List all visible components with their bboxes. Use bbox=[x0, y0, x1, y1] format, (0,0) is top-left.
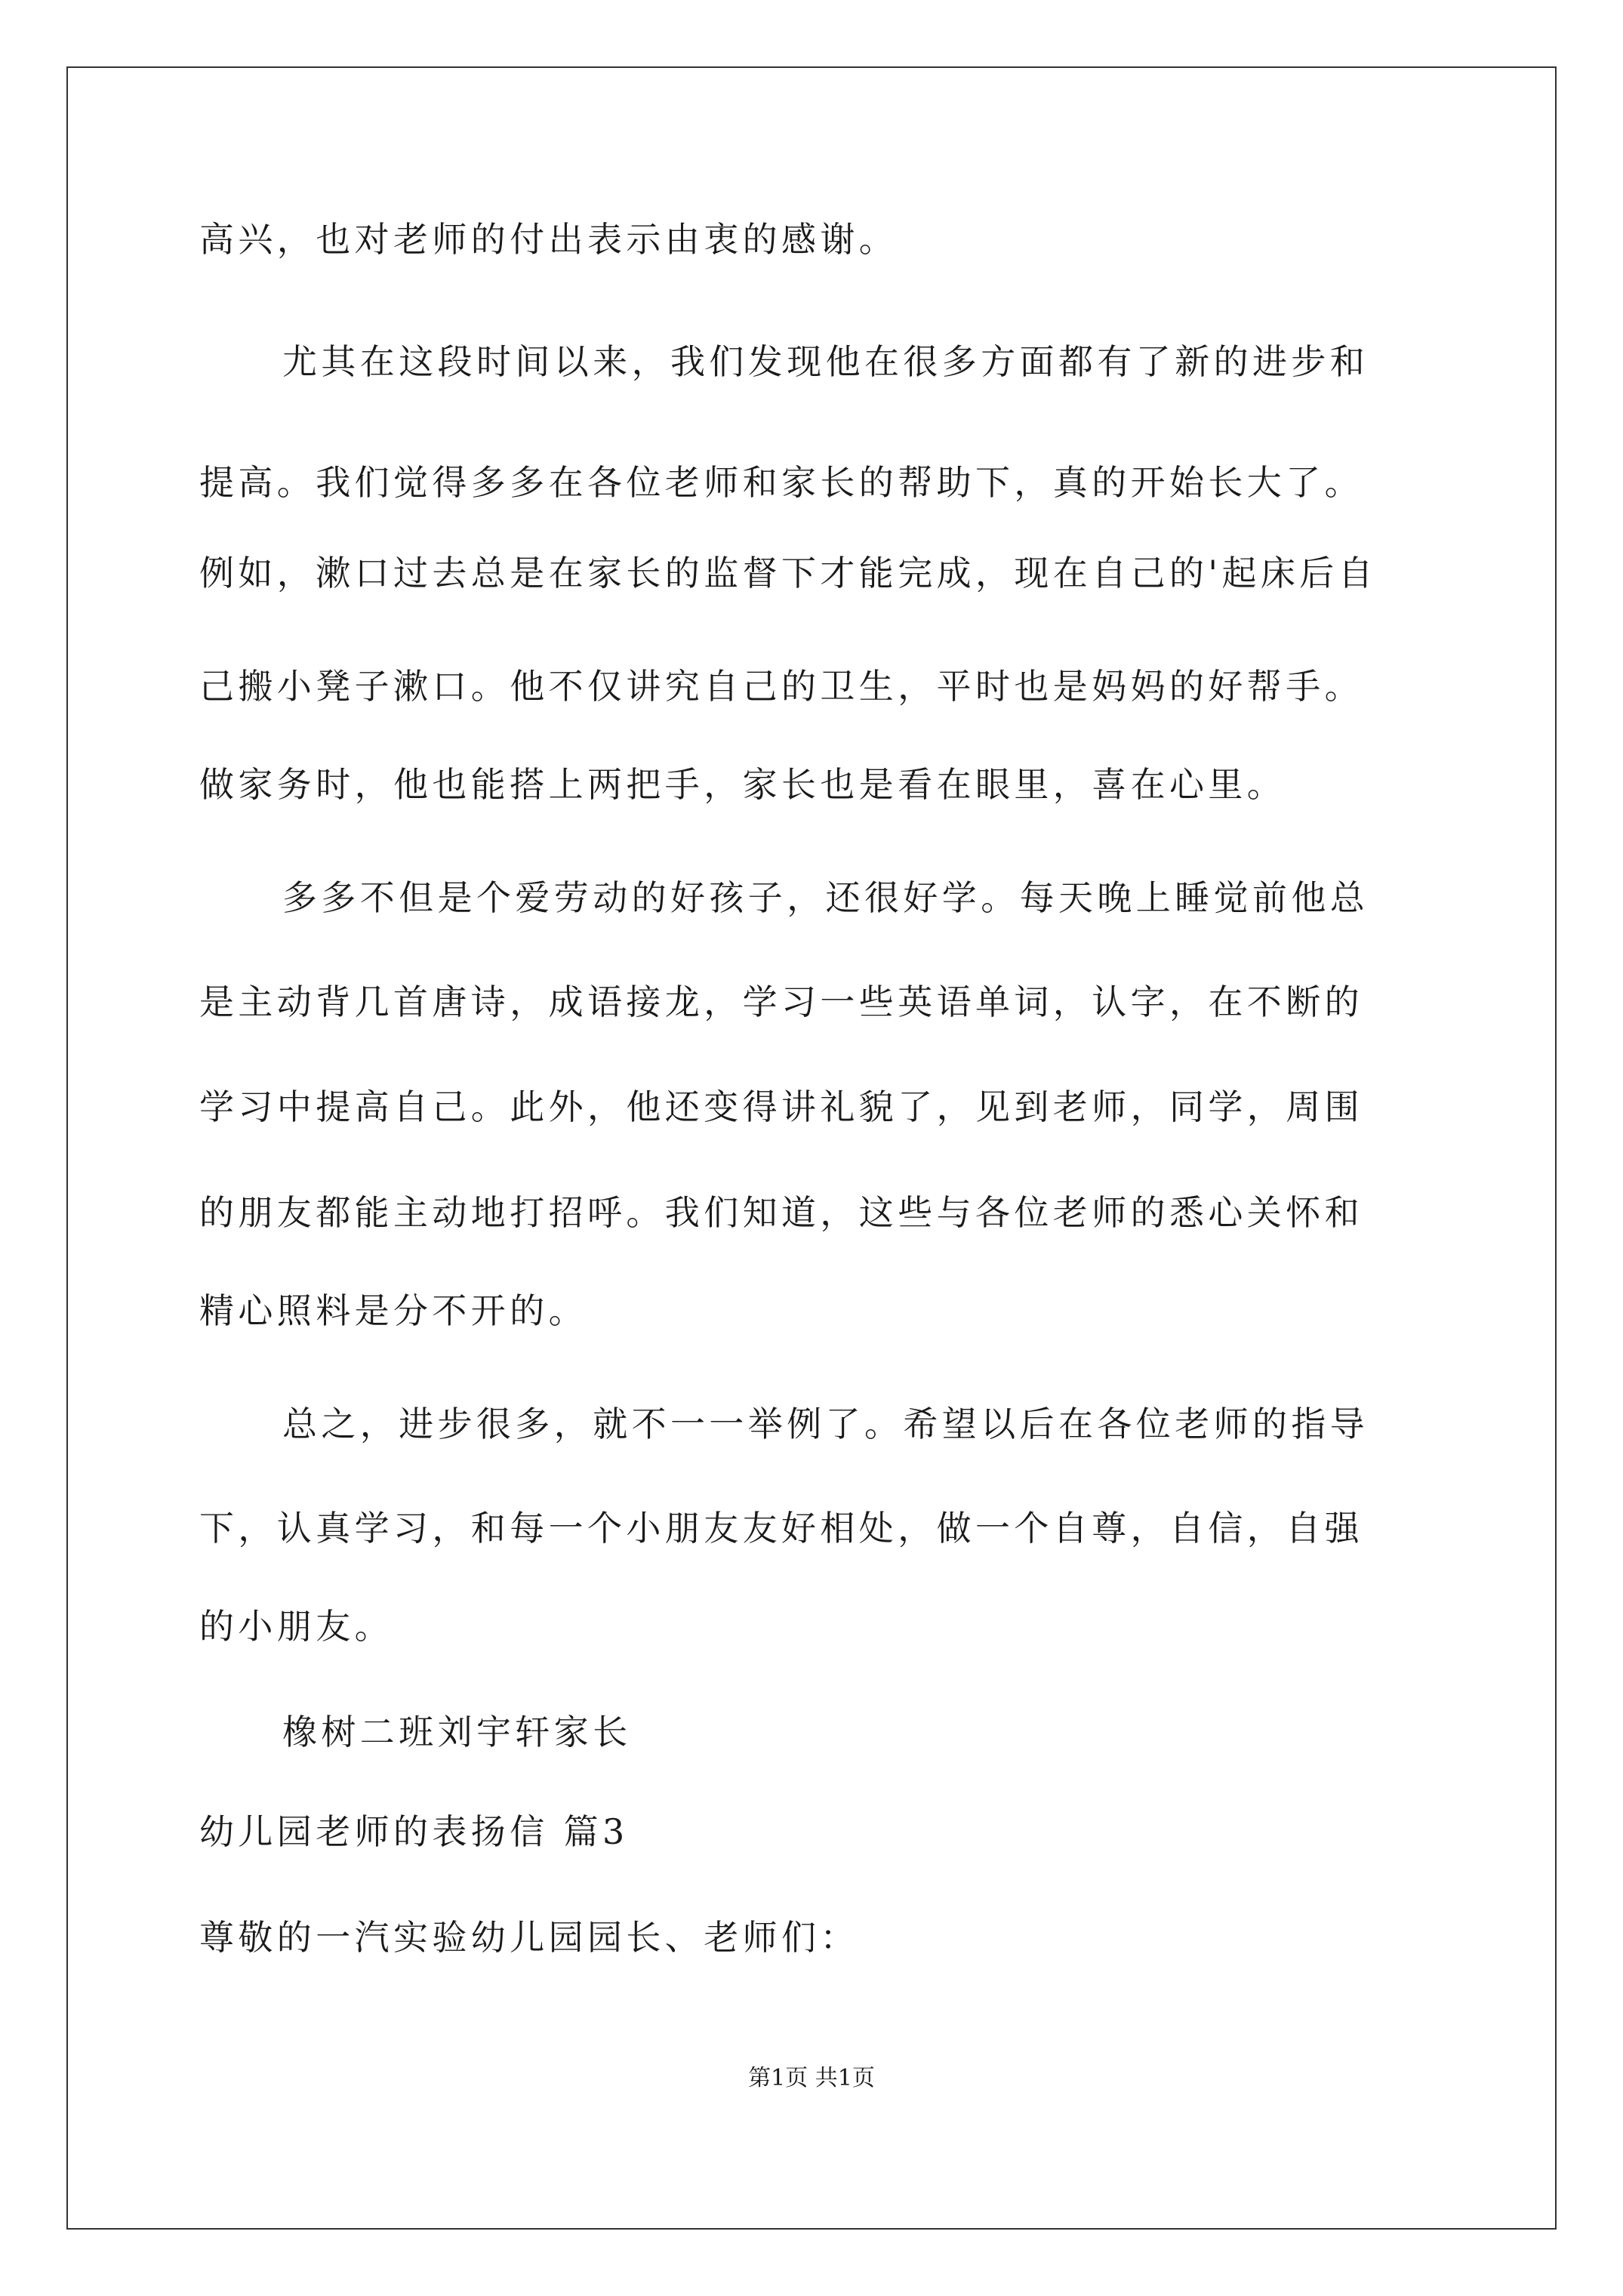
text-line-9: 学习中提高自己。此外，他还变得讲礼貌了，见到老师，同学，周围 bbox=[199, 1086, 1363, 1127]
text-line-14: 的小朋友。 bbox=[199, 1606, 393, 1647]
text-line-10: 的朋友都能主动地打招呼。我们知道，这些与各位老师的悉心关怀和 bbox=[199, 1192, 1363, 1233]
page-footer: 第1页 共1页 bbox=[748, 2065, 875, 2091]
text-line-4: 例如，漱口过去总是在家长的监督下才能完成，现在自己的'起床后自 bbox=[199, 553, 1378, 593]
text-line-1: 高兴，也对老师的付出表示由衷的感谢。 bbox=[199, 219, 898, 260]
text-line-8: 是主动背几首唐诗，成语接龙，学习一些英语单词，认字，在不断的 bbox=[199, 982, 1363, 1022]
salutation-line: 尊敬的一汽实验幼儿园园长、老师们： bbox=[199, 1917, 859, 1958]
text-line-13: 下，认真学习，和每一个小朋友友好相处，做一个自尊，自信，自强 bbox=[199, 1508, 1363, 1549]
text-line-2: 尤其在这段时间以来，我们发现他在很多方面都有了新的进步和 bbox=[282, 341, 1369, 382]
page-frame bbox=[66, 66, 1557, 2230]
signature-line: 橡树二班刘宇轩家长 bbox=[282, 1712, 632, 1752]
section-heading: 幼儿园老师的表扬信 篇3 bbox=[199, 1811, 629, 1852]
text-line-5: 己搬小凳子漱口。他不仅讲究自己的卫生，平时也是妈妈的好帮手。 bbox=[199, 666, 1363, 707]
text-line-12: 总之，进步很多，就不一一举例了。希望以后在各位老师的指导 bbox=[282, 1404, 1369, 1444]
text-line-7: 多多不但是个爱劳动的好孩子，还很好学。每天晚上睡觉前他总 bbox=[282, 877, 1369, 918]
text-line-6: 做家务时，他也能搭上两把手，家长也是看在眼里，喜在心里。 bbox=[199, 764, 1286, 805]
text-line-11: 精心照料是分不开的。 bbox=[199, 1290, 587, 1331]
text-line-3: 提高。我们觉得多多在各位老师和家长的帮助下，真的开始长大了。 bbox=[199, 462, 1363, 503]
